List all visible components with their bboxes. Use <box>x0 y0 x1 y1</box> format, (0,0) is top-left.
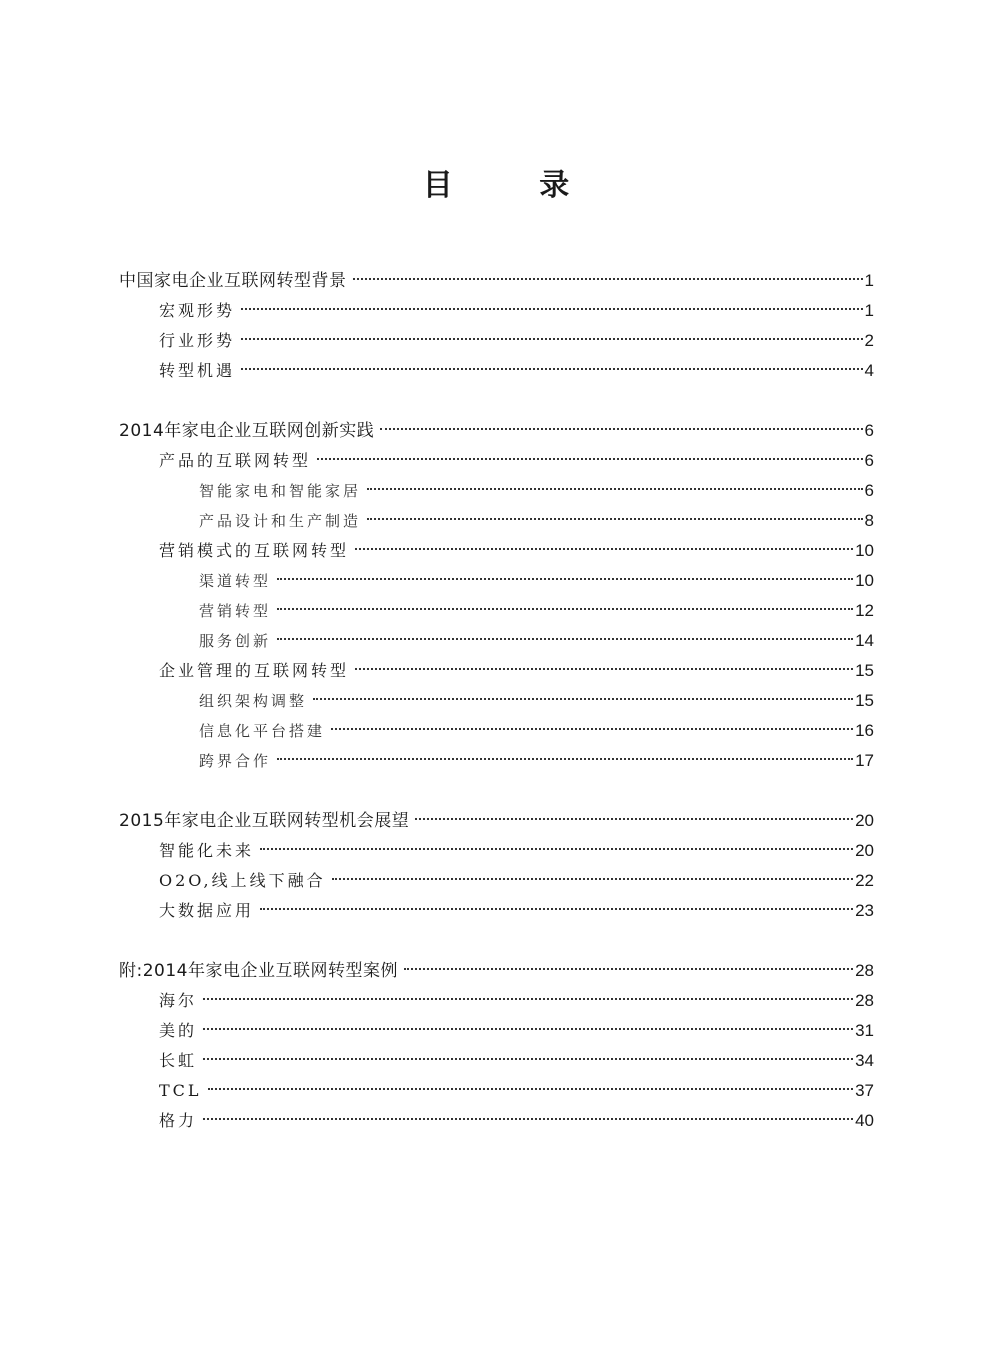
dot-leader <box>203 1028 853 1030</box>
toc-page-number: 23 <box>855 901 874 920</box>
toc-section-heading[interactable] <box>119 956 874 986</box>
toc-page-number: 4 <box>864 361 874 380</box>
toc-entry-label: 海尔 <box>159 991 198 1010</box>
toc-subentry[interactable] <box>119 1076 874 1106</box>
toc-page-number: 17 <box>855 751 874 770</box>
toc-subsubentry[interactable] <box>119 476 874 506</box>
dot-leader <box>277 578 853 580</box>
toc-page-number: 10 <box>855 571 874 590</box>
dot-leader <box>355 548 853 550</box>
toc-entry-label: 企业管理的互联网转型 <box>159 661 350 680</box>
toc-entry-label: 服务创新 <box>199 632 272 650</box>
dot-leader <box>260 908 853 910</box>
dot-leader <box>353 278 863 280</box>
dot-leader <box>331 728 853 730</box>
toc-section <box>119 956 874 1136</box>
toc-entry-label: 产品设计和生产制造 <box>199 512 362 530</box>
toc-entry-label: 大数据应用 <box>159 901 255 920</box>
toc-entry-label: 组织架构调整 <box>199 692 308 710</box>
toc-section-heading[interactable] <box>119 266 874 296</box>
dot-leader <box>355 668 853 670</box>
toc-page-number: 8 <box>864 511 874 530</box>
toc-entry-label: O2O,线上线下融合 <box>159 871 326 890</box>
dot-leader <box>277 758 853 760</box>
toc-page-number: 2 <box>864 331 874 350</box>
toc-page-number: 31 <box>855 1021 874 1040</box>
toc-page-number: 6 <box>864 421 874 440</box>
toc-entry-label: 信息化平台搭建 <box>199 722 326 740</box>
toc-entry-label: 2015年家电企业互联网转型机会展望 <box>119 811 410 831</box>
toc-page-number: 15 <box>855 691 874 710</box>
dot-leader <box>203 998 853 1000</box>
toc-page-number: 1 <box>864 301 874 320</box>
toc-page-number: 15 <box>855 661 874 680</box>
dot-leader <box>380 428 862 430</box>
toc-subsubentry[interactable] <box>119 626 874 656</box>
toc-subsubentry[interactable] <box>119 596 874 626</box>
toc-page-number: 37 <box>855 1081 874 1100</box>
toc-subentry[interactable] <box>119 656 874 686</box>
toc-section <box>119 266 874 386</box>
toc-entry-label: 产品的互联网转型 <box>159 451 312 470</box>
toc-page-number: 40 <box>855 1111 874 1130</box>
toc-section <box>119 806 874 926</box>
toc-entry-label: TCL <box>159 1081 202 1100</box>
toc-subsubentry[interactable] <box>119 506 874 536</box>
toc-subentry[interactable] <box>119 326 874 356</box>
toc-page-number: 1 <box>864 271 874 290</box>
toc-page-number: 10 <box>855 541 874 560</box>
toc-entry-label: 渠道转型 <box>199 572 272 590</box>
dot-leader <box>332 878 854 880</box>
toc-subentry[interactable] <box>119 296 874 326</box>
dot-leader <box>241 368 863 370</box>
toc-entry-label: 营销转型 <box>199 602 272 620</box>
toc-page-number: 34 <box>855 1051 874 1070</box>
toc-subsubentry[interactable] <box>119 746 874 776</box>
toc-section-heading[interactable] <box>119 806 874 836</box>
toc-subentry[interactable] <box>119 836 874 866</box>
toc-entry-label: 智能家电和智能家居 <box>199 482 362 500</box>
toc-entry-label: 宏观形势 <box>159 301 236 320</box>
toc-page-number: 20 <box>855 811 874 830</box>
toc-entry-label: 中国家电企业互联网转型背景 <box>119 271 347 291</box>
toc-entry-label: 营销模式的互联网转型 <box>159 541 350 560</box>
toc-entry-label: 智能化未来 <box>159 841 255 860</box>
toc-subentry[interactable] <box>119 1046 874 1076</box>
toc-page-number: 20 <box>855 841 874 860</box>
dot-leader <box>313 698 853 700</box>
table-of-contents <box>119 266 874 1166</box>
dot-leader <box>415 818 853 820</box>
dot-leader <box>317 458 863 460</box>
toc-page-number: 22 <box>855 871 874 890</box>
toc-entry-label: 美的 <box>159 1021 198 1040</box>
dot-leader <box>404 968 853 970</box>
toc-subentry[interactable] <box>119 446 874 476</box>
toc-subentry[interactable] <box>119 1106 874 1136</box>
toc-section-heading[interactable] <box>119 416 874 446</box>
toc-entry-label: 行业形势 <box>159 331 236 350</box>
toc-page-number: 14 <box>855 631 874 650</box>
toc-page-number: 6 <box>864 481 874 500</box>
dot-leader <box>277 608 853 610</box>
toc-page-number: 16 <box>855 721 874 740</box>
toc-entry-label: 转型机遇 <box>159 361 236 380</box>
page-title: 目 录 <box>422 168 608 203</box>
toc-subsubentry[interactable] <box>119 716 874 746</box>
toc-entry-label: 长虹 <box>159 1051 198 1070</box>
toc-page-number: 6 <box>864 451 874 470</box>
dot-leader <box>203 1118 853 1120</box>
dot-leader <box>260 848 853 850</box>
toc-entry-label: 附:2014年家电企业互联网转型案例 <box>119 961 398 981</box>
dot-leader <box>367 488 863 490</box>
toc-subentry[interactable] <box>119 896 874 926</box>
toc-section <box>119 416 874 776</box>
dot-leader <box>241 308 863 310</box>
toc-page-number: 28 <box>855 991 874 1010</box>
dot-leader <box>241 338 863 340</box>
toc-subentry[interactable] <box>119 866 874 896</box>
toc-subentry[interactable] <box>119 356 874 386</box>
toc-subentry[interactable] <box>119 1016 874 1046</box>
toc-page-number: 12 <box>855 601 874 620</box>
toc-entry-label: 格力 <box>159 1111 198 1130</box>
dot-leader <box>203 1058 853 1060</box>
dot-leader <box>367 518 863 520</box>
toc-page-number: 28 <box>855 961 874 980</box>
toc-entry-label: 2014年家电企业互联网创新实践 <box>119 421 375 441</box>
dot-leader <box>277 638 853 640</box>
toc-subentry[interactable] <box>119 986 874 1016</box>
toc-subsubentry[interactable] <box>119 686 874 716</box>
toc-entry-label: 跨界合作 <box>199 752 272 770</box>
toc-subsubentry[interactable] <box>119 566 874 596</box>
dot-leader <box>208 1088 854 1090</box>
toc-subentry[interactable] <box>119 536 874 566</box>
